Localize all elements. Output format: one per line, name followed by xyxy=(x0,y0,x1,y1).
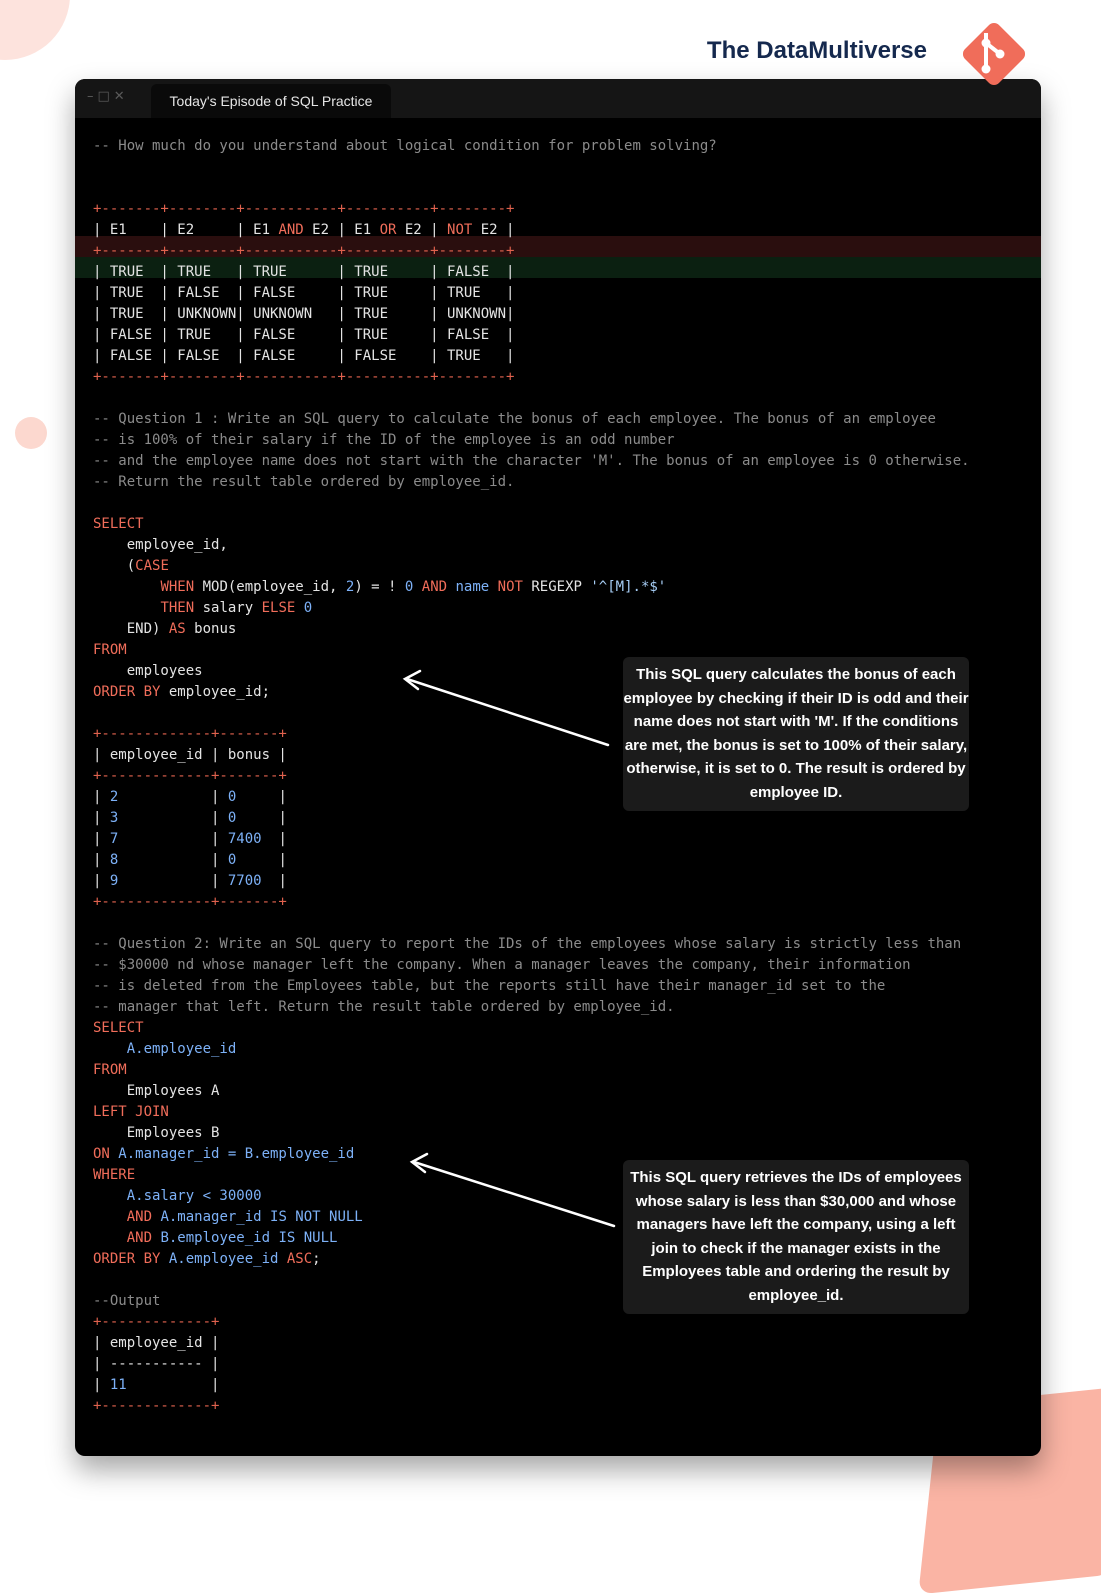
truth-table-row: | TRUE | FALSE | FALSE | TRUE | TRUE | xyxy=(93,285,515,301)
q1-comment: -- Return the result table ordered by employee_id. xyxy=(93,474,515,490)
q1-comment: -- and the employee name does not start with the character 'M'. The bonus of an employee is 0 otherwise. xyxy=(93,453,970,469)
minimize-icon[interactable]: – xyxy=(87,89,98,104)
q1-result-row: | 2 | 0 | xyxy=(93,789,287,805)
window-titlebar xyxy=(75,79,1041,118)
q2-result-header: | employee_id | xyxy=(93,1335,220,1351)
sql-keyword-left-join: LEFT JOIN xyxy=(93,1104,169,1120)
annotation-note-q2: This SQL query retrieves the IDs of employees whose salary is less than $30,000 and whose managers have left the company, using a left join to check if the manager exists in the Employees table and ordering the result by employee_id. xyxy=(623,1160,969,1314)
sql-keyword-where: WHERE xyxy=(93,1167,136,1183)
truth-table-border: +-------+--------+-----------+----------+--------+ xyxy=(93,369,515,385)
truth-table-border: +-------+--------+-----------+----------+--------+ xyxy=(93,201,515,217)
brand-name: The DataMultiverse xyxy=(706,37,927,64)
truth-table-row: | TRUE | TRUE | TRUE | TRUE | FALSE | xyxy=(93,264,515,280)
q2-comment: -- manager that left. Return the result table ordered by employee_id. xyxy=(93,999,675,1015)
window-controls[interactable] xyxy=(87,89,129,104)
q2-result-border: +-------------+ xyxy=(93,1398,220,1414)
q2-comment: -- is deleted from the Employees table, but the reports still have their manager_id set to the xyxy=(93,978,886,994)
sql-keyword-from: FROM xyxy=(93,1062,127,1078)
q1-result-border: +-------------+-------+ xyxy=(93,726,287,742)
truth-table-header: | E1 | E2 | E1 AND E2 | E1 OR E2 | NOT E2 | xyxy=(93,222,515,238)
q1-result-header: | employee_id | bonus | xyxy=(93,747,287,763)
sql-line: (CASE xyxy=(126,558,169,574)
truth-table-row: | FALSE | TRUE | FALSE | TRUE | FALSE | xyxy=(93,327,515,343)
intro-comment: -- How much do you understand about logical condition for problem solving? xyxy=(93,138,717,154)
output-label: --Output xyxy=(93,1293,161,1309)
q2-result-divider: | ----------- | xyxy=(93,1356,220,1372)
tab-sql-practice[interactable]: Today's Episode of SQL Practice xyxy=(151,84,391,118)
sql-line: END) AS bonus xyxy=(126,621,237,637)
sql-line: THEN salary ELSE 0 xyxy=(160,600,313,616)
sql-line: AND A.manager_id IS NOT NULL xyxy=(126,1209,363,1225)
truth-table-row: | FALSE | FALSE | FALSE | FALSE | TRUE | xyxy=(93,348,515,364)
truth-table-border: +-------+--------+-----------+----------+--------+ xyxy=(93,243,515,259)
q1-result-border: +-------------+-------+ xyxy=(93,768,287,784)
truth-table-row: | TRUE | UNKNOWN| UNKNOWN | TRUE | UNKNOWN| xyxy=(93,306,515,322)
q2-comment: -- Question 2: Write an SQL query to report the IDs of the employees whose salary is strictly less than xyxy=(93,936,962,952)
q1-comment: -- is 100% of their salary if the ID of the employee is an odd number xyxy=(93,432,675,448)
q2-result-border: +-------------+ xyxy=(93,1314,220,1330)
q1-result-row: | 7 | 7400 | xyxy=(93,831,287,847)
maximize-icon[interactable]: □ xyxy=(97,89,114,104)
sql-line: WHEN MOD(employee_id, 2) = ! 0 AND name NOT REGEXP '^[M].*$' xyxy=(160,579,667,595)
sql-line: ORDER BY A.employee_id ASC; xyxy=(93,1251,321,1267)
git-logo-icon xyxy=(956,16,1032,92)
q1-result-row: | 8 | 0 | xyxy=(93,852,287,868)
annotation-note-q1: This SQL query calculates the bonus of each employee by checking if their ID is odd and their name does not start with 'M'. If the conditions are met, the bonus is set to 100% of their salary, otherwise, it is set to 0. The result is ordered by employee ID. xyxy=(623,657,969,811)
sql-line: ORDER BY employee_id; xyxy=(93,684,271,700)
q2-comment: -- $30000 nd whose manager left the company. When a manager leaves the company, their information xyxy=(93,957,911,973)
sql-line: Employees A xyxy=(93,1083,220,1099)
sql-line: employee_id, xyxy=(93,537,228,553)
sql-keyword-from: FROM xyxy=(93,642,127,658)
close-icon[interactable]: ✕ xyxy=(113,89,129,104)
q1-result-row: | 9 | 7700 | xyxy=(93,873,287,889)
q1-comment: -- Question 1 : Write an SQL query to calculate the bonus of each employee. The bonus of an employee xyxy=(93,411,936,427)
sql-keyword-select: SELECT xyxy=(93,1020,144,1036)
q2-result-row: | 11 | xyxy=(93,1377,220,1393)
decorative-circle-top-left xyxy=(0,0,70,60)
sql-line: A.employee_id xyxy=(126,1041,237,1057)
q1-result-row: | 3 | 0 | xyxy=(93,810,287,826)
sql-line: ON A.manager_id = B.employee_id xyxy=(93,1146,355,1162)
sql-line: Employees B xyxy=(93,1125,220,1141)
sql-keyword-select: SELECT xyxy=(93,516,144,532)
sql-line: employees xyxy=(93,663,203,679)
sql-line: AND B.employee_id IS NULL xyxy=(126,1230,338,1246)
q1-result-border: +-------------+-------+ xyxy=(93,894,287,910)
sql-line: A.salary < 30000 xyxy=(126,1188,262,1204)
decorative-dot xyxy=(15,417,47,449)
